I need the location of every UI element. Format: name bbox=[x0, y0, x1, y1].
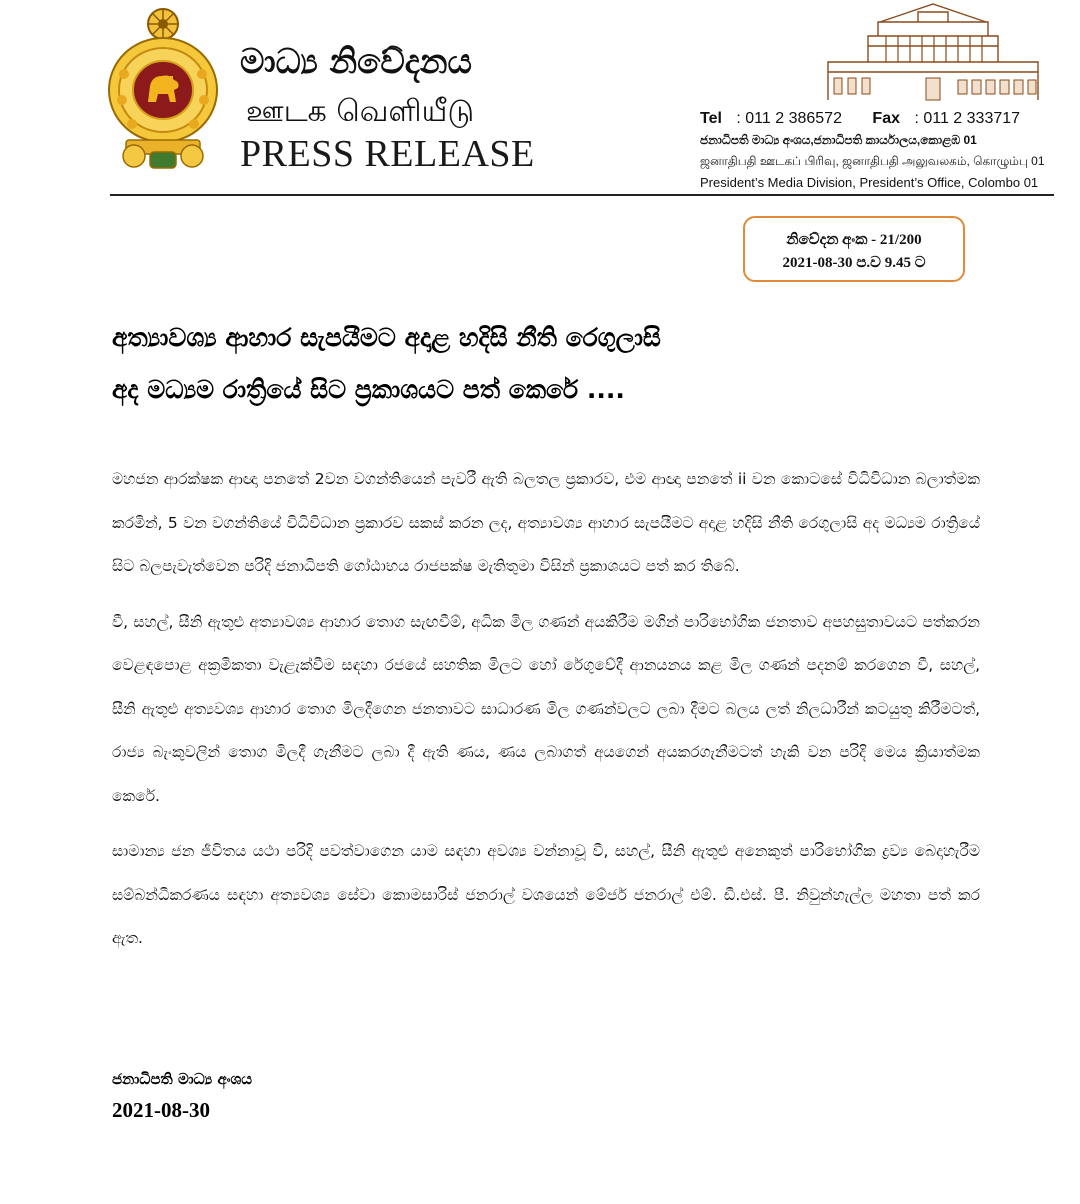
signature-block bbox=[112, 1064, 252, 1126]
signature-date: 2021-08-30 bbox=[112, 1098, 210, 1122]
fax-value: : 011 2 333717 bbox=[914, 110, 1021, 127]
body-paragraph-3: සාමාන්‍ය ජන ජීවිතය යථා පරිදි පවත්වාගෙන යාම සඳහා අවශ්‍ය වන්නාවූ වී, සහල්, සීනි ඇතුළු අනෙකුත් පාරිභෝගික ද්‍රව්‍ය බෙදාහැරීම සම්බන්ධීකරණය සඳහා අත්‍යවශ්‍ය සේවා කොමසාරිස් ජනරාල් වශයෙන් මේජර් ජනරාල් එම්. ඩී.එස්. පී. නිවුන්හැල්ල මහතා පත් කර ඇත. bbox=[112, 842, 980, 947]
tel-label: Tel bbox=[700, 110, 722, 127]
title-line-2: අද මධ්‍යම රාත්‍රියේ සිට ප්‍රකාශයට පත් කෙරේ .... bbox=[112, 375, 625, 404]
body-paragraph-2: වී, සහල්, සීනි ඇතුළු අත්‍යාවශ්‍ය ආහාර තොග සැඟවීම්, අධික මිල ගණන් අයකිරීම මගින් පාරිභෝගික ජනතාව අපහසුතාවයට පත්කරන වෙළඳපොළ අක්‍රමිකතා වැළැක්වීම සඳහා රජයේ සහතික මිලට හෝ රේගුවේදී ආනයනය කළ මිල ගණන් පදනම් කරගෙන වී, සහල්, සීනි ඇතුළු අත්‍යවශ්‍ය ආහාර තොග මිලදීගෙන ජනතාවට සාධාරණ මිල ගණන්වලට ලබා දීමට බලය ලත් නිලධාරීන් කටයුතු කිරීමටත්, රාජ්‍ය බැංකුවලින් තොග මිලදී ගැනීමට ලබා දී ඇති ණය, ණය ලබාගත් අයගෙන් අයකරගැනීමටත් හැකි වන පරිදි මෙය ක්‍රියාත්මක කෙරේ. bbox=[112, 612, 980, 805]
title-line-1: අත්‍යාවශ්‍ය ආහාර සැපයීමට අදාළ හදිසි නීති රෙගුලාසි bbox=[112, 323, 661, 352]
address-english: President’s Media Division, President’s Office, Colombo 01 bbox=[700, 175, 1039, 190]
release-number-box bbox=[743, 216, 965, 282]
fax-label: Fax bbox=[872, 110, 900, 127]
signature-org: ජනාධිපති මාධ්‍ය අංශය bbox=[112, 1070, 253, 1088]
header-divider bbox=[110, 194, 1054, 196]
address-tamil: ஜனாதிபதி ஊடகப் பிரிவு, ஜனாதிபதி அலுவலகம், கொழும்பு 01 bbox=[700, 154, 1045, 168]
tel-fax-line bbox=[700, 108, 1052, 130]
masthead-english: PRESS RELEASE bbox=[240, 133, 535, 175]
masthead-sinhala: මාධ්‍ය නිවේදනය bbox=[240, 42, 472, 82]
release-number: නිවේදන අංක - 21/200 bbox=[786, 232, 922, 248]
presidential-building-icon bbox=[808, 0, 1048, 104]
body-paragraph-1: මහජන ආරක්ෂක ආඥා පනතේ 2වන වගන්තියෙන් පැවරී ඇති බලතල ප්‍රකාරව, එම ආඥා පනතේ ii වන කොටසේ විධිවිධාන බලාත්මක කරමින්, 5 වන වගන්තියේ විධිවිධාන ප්‍රකාරව සකස් කරන ලද, අත්‍යාවශ්‍ය ආහාර සැපයීමට අදාළ හදිසි නීති රෙගුලාසි අද මධ්‍යම රාත්‍රියේ සිට බලපැවැත්වෙන පරිදි ජනාධිපති ගෝඨාභය රාජපක්ෂ මැතිතුමා විසින් ප්‍රකාශයට පත් කර තිබේ. bbox=[112, 470, 980, 575]
release-title bbox=[112, 312, 992, 416]
tel-value: : 011 2 386572 bbox=[736, 110, 842, 127]
contact-block bbox=[700, 108, 1052, 193]
release-datetime: 2021-08-30 ප.ව 9.45 ට bbox=[782, 255, 926, 271]
release-body bbox=[112, 458, 980, 973]
address-sinhala: ජනාධිපති මාධ්‍ය අංශය,ජනාධිපති කාර්යාලය,කොළඹ 01 bbox=[700, 133, 977, 147]
sri-lanka-emblem-icon bbox=[104, 4, 222, 172]
masthead-tamil: ஊடக வெளியீடு bbox=[246, 94, 475, 129]
